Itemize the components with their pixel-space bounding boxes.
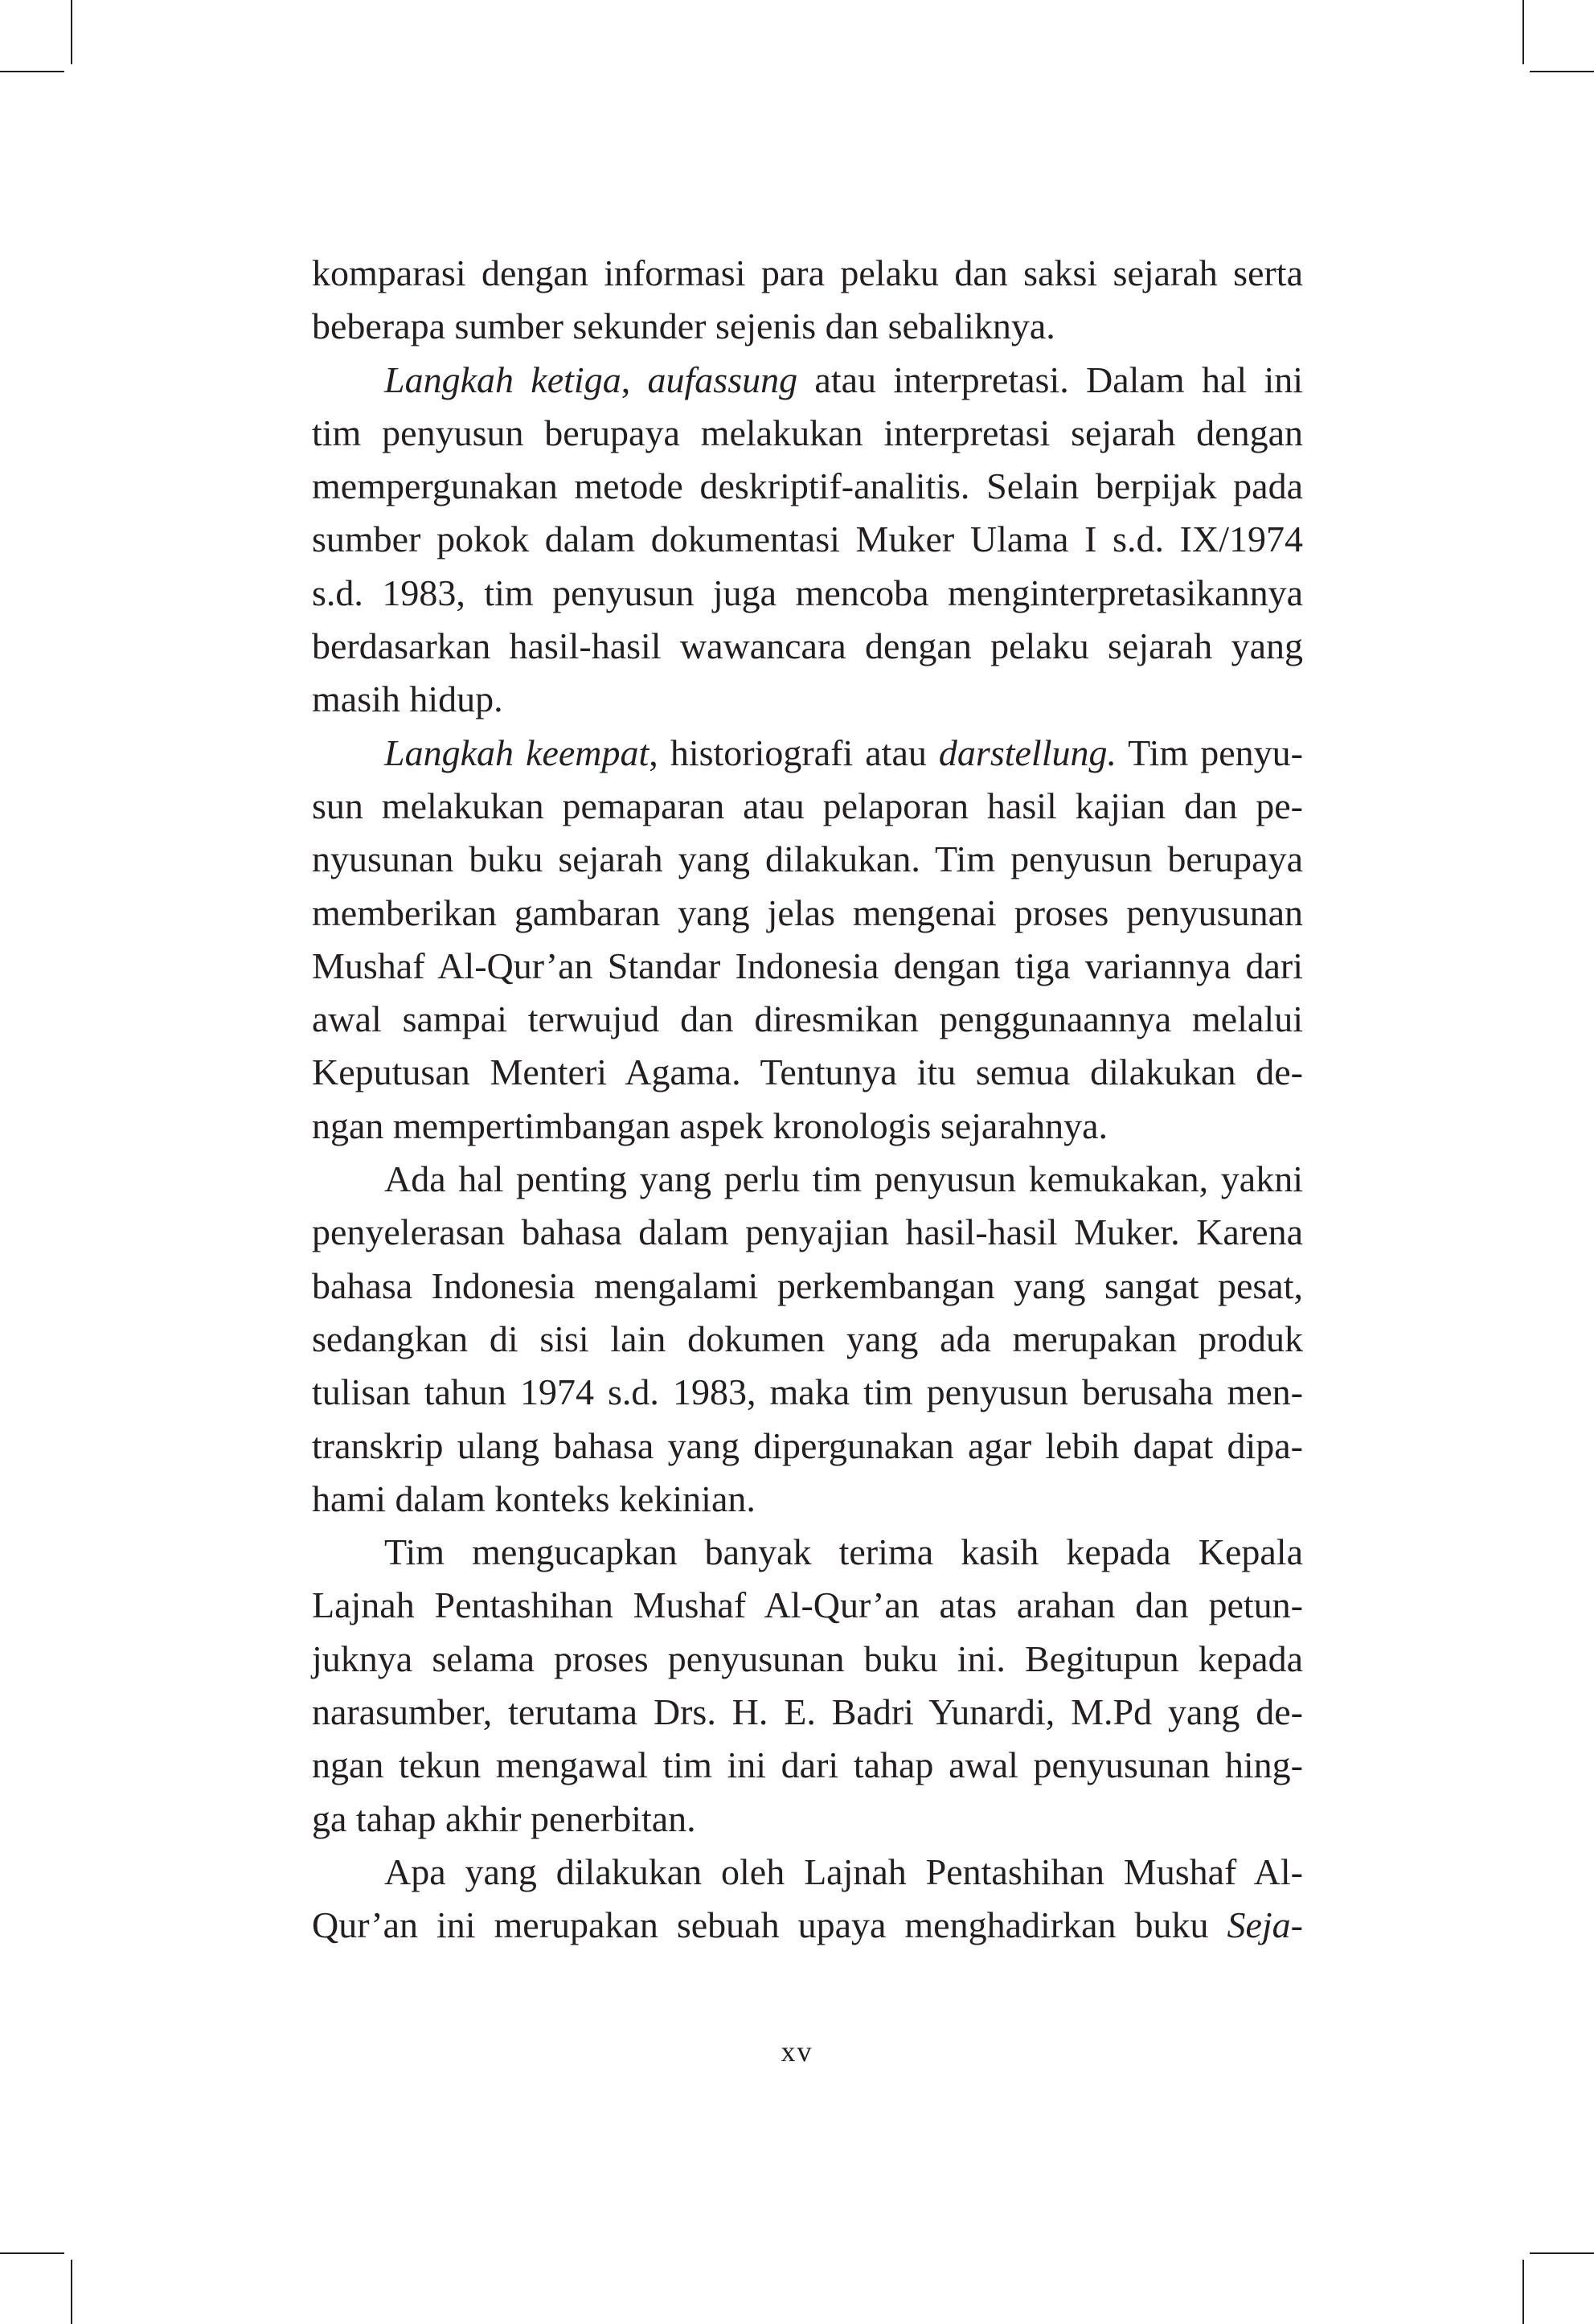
crop-mark-top-left-horizontal — [0, 71, 64, 72]
text-line — [312, 1846, 1303, 1899]
text-line — [312, 1100, 1303, 1153]
text-line — [312, 567, 1303, 620]
text-run: ngan tekun mengawal tim ini dari tahap awal penyusunan hing- — [312, 1744, 1303, 1786]
paragraph — [312, 727, 1303, 1153]
text-line — [312, 1420, 1303, 1473]
text-line — [312, 993, 1303, 1046]
paragraph — [312, 354, 1303, 727]
text-run: sumber pokok dalam dokumentasi Muker Ulama I s.d. IX/1974 — [312, 518, 1303, 560]
text-line — [312, 1526, 1303, 1579]
text-run: narasumber, terutama Drs. H. E. Badri Yunardi, M.Pd yang de- — [312, 1691, 1303, 1733]
text-line — [312, 1366, 1303, 1419]
text-run: Ada hal penting yang perlu tim penyusun kemukakan, yakni — [384, 1158, 1303, 1200]
italic-text: Langkah ketiga — [384, 359, 621, 400]
text-line — [312, 1046, 1303, 1099]
text-run: beberapa sumber sekunder sejenis dan sebaliknya. — [312, 305, 1055, 347]
text-line — [312, 513, 1303, 566]
crop-mark-bottom-right — [1522, 2260, 1524, 2324]
paragraph — [312, 1846, 1303, 1953]
text-run: mempergunakan metode deskriptif-analitis. Selain berpijak pada — [312, 465, 1303, 507]
text-line — [312, 1313, 1303, 1366]
text-run: hami dalam konteks kekinian. — [312, 1478, 756, 1519]
text-run: penyelerasan bahasa dalam penyajian hasil-hasil Muker. Karena — [312, 1211, 1303, 1253]
text-line — [312, 1899, 1303, 1952]
text-line — [312, 1793, 1303, 1846]
text-run: Keputusan Menteri Agama. Tentunya itu semua dilakukan de- — [312, 1051, 1303, 1093]
text-run: nyusunan buku sejarah yang dilakukan. Tim penyusun berupaya — [312, 838, 1303, 880]
paragraph — [312, 247, 1303, 354]
text-line — [312, 247, 1303, 300]
text-line — [312, 780, 1303, 833]
paragraph — [312, 1153, 1303, 1526]
text-line — [312, 1633, 1303, 1686]
text-line — [312, 1739, 1303, 1792]
text-line — [312, 1473, 1303, 1526]
text-line — [312, 1153, 1303, 1206]
text-run: sun melakukan pemaparan atau pelaporan hasil kajian dan pe- — [312, 785, 1303, 826]
italic-text: darstellung. — [938, 732, 1117, 773]
text-run: masih hidup. — [312, 678, 503, 720]
text-line — [312, 727, 1303, 780]
text-line — [312, 1686, 1303, 1739]
text-line — [312, 673, 1303, 726]
text-run: Apa yang dilakukan oleh Lajnah Pentashihan Mushaf Al- — [384, 1851, 1303, 1892]
text-run: Mushaf Al-Qur’an Standar Indonesia dengan tiga variannya dari — [312, 945, 1303, 986]
text-line — [312, 300, 1303, 353]
text-line — [312, 407, 1303, 460]
text-line — [312, 1579, 1303, 1632]
text-run: transkrip ulang bahasa yang dipergunakan agar lebih dapat dipa- — [312, 1424, 1303, 1466]
text-run: s.d. 1983, tim penyusun juga mencoba menginterpretasikannya — [312, 572, 1303, 613]
text-run: , — [621, 359, 648, 400]
text-run: Qur’an ini merupakan sebuah upaya menghadirkan buku — [312, 1904, 1227, 1946]
crop-mark-bottom-left-horizontal — [0, 2252, 64, 2254]
italic-text: aufassung — [647, 359, 798, 400]
text-run: memberikan gambaran yang jelas mengenai proses penyusunan — [312, 891, 1303, 933]
text-run: sedangkan di sisi lain dokumen yang ada merupakan produk — [312, 1318, 1303, 1359]
text-line — [312, 1206, 1303, 1259]
text-run: Lajnah Pentashihan Mushaf Al-Qur’an atas arahan dan petun- — [312, 1584, 1303, 1626]
text-line — [312, 940, 1303, 993]
crop-mark-top-right-horizontal — [1530, 71, 1594, 72]
text-line — [312, 620, 1303, 673]
text-run: komparasi dengan informasi para pelaku dan saksi sejarah serta — [312, 252, 1303, 293]
text-run: tim penyusun berupaya melakukan interpretasi sejarah dengan — [312, 412, 1303, 453]
text-line — [312, 354, 1303, 407]
text-run: juknya selama proses penyusunan buku ini. Begitupun kepada — [312, 1637, 1303, 1679]
text-line — [312, 1260, 1303, 1313]
text-run: , historiografi atau — [649, 732, 939, 773]
body-text — [312, 247, 1303, 1953]
text-run: atau interpretasi. Dalam hal ini — [797, 359, 1304, 400]
crop-mark-bottom-right-horizontal — [1530, 2252, 1594, 2254]
crop-mark-top-right — [1522, 0, 1524, 64]
crop-mark-top-left — [71, 0, 72, 64]
text-run: ga tahap akhir penerbitan. — [312, 1797, 696, 1839]
text-run: bahasa Indonesia mengalami perkembangan yang sangat pesat, — [312, 1264, 1303, 1306]
italic-text: Langkah keempat — [384, 732, 649, 773]
text-line — [312, 460, 1303, 513]
text-run: Tim mengucapkan banyak terima kasih kepada Kepala — [384, 1531, 1303, 1573]
text-line — [312, 833, 1303, 886]
text-run: ngan mempertimbangan aspek kronologis sejarahnya. — [312, 1105, 1108, 1146]
paragraph — [312, 1526, 1303, 1846]
crop-mark-bottom-left — [71, 2260, 72, 2324]
text-line — [312, 887, 1303, 940]
text-run: Tim penyu- — [1116, 732, 1303, 773]
page-number: xv — [781, 2035, 813, 2068]
text-run: awal sampai terwujud dan diresmikan penggunaannya melalui — [312, 998, 1303, 1040]
text-run: berdasarkan hasil-hasil wawancara dengan pelaku sejarah yang — [312, 625, 1303, 667]
text-run: tulisan tahun 1974 s.d. 1983, maka tim penyusun berusaha men- — [312, 1371, 1303, 1413]
italic-text: Seja- — [1227, 1904, 1303, 1946]
